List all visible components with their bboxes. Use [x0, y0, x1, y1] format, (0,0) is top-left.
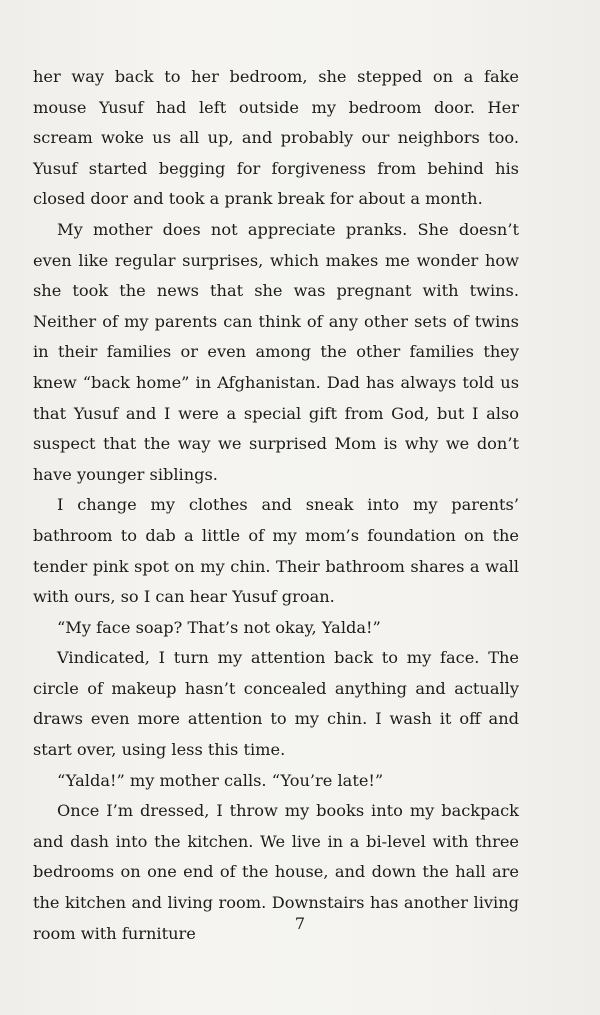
paragraph-7: Once I’m dressed, I throw my books into my backpack and dash into the kitchen. We live in a bi-level with three bedrooms on one end of the house, and down the hall are the kitchen and living room. Downstairs has another living room with furniture — [33, 801, 519, 943]
paragraph-4: “My face soap? That’s not okay, Yalda!” — [57, 617, 381, 637]
paragraph-1: her way back to her bedroom, she stepped on a fake mouse Yusuf had left outside my bedroom door. Her scream woke us all up, and probably our neighbors too. Yusuf started begging for forgiveness from behind his closed door and took a prank break for about a month. — [33, 67, 519, 209]
paragraph-6: “Yalda!” my mother calls. “You’re late!” — [57, 770, 384, 790]
page-number: 7 — [294, 914, 306, 933]
paragraph-2: My mother does not appreciate pranks. She doesn’t even like regular surprises, which makes me wonder how she took the news that she was pregnant with twins. Neither of my parents can think of any other sets of twins in their families or even among the other families they knew “back home” in Afghanistan. Dad has always told us that Yusuf and I were a special gift from God, but I also suspect that the way we surprised Mom is why we don’t have younger siblings. — [33, 219, 519, 484]
paragraph-3: I change my clothes and sneak into my parents’ bathroom to dab a little of my mom’s foundation on the tender pink spot on my chin. Their bathroom shares a wall with ours, so I can hear Yusuf groan. — [33, 495, 519, 607]
paragraph-5: Vindicated, I turn my attention back to my face. The circle of makeup hasn’t concealed anything and actually draws even more attention to my chin. I wash it off and start over, using less this time. — [33, 648, 519, 760]
body-text — [33, 62, 519, 949]
